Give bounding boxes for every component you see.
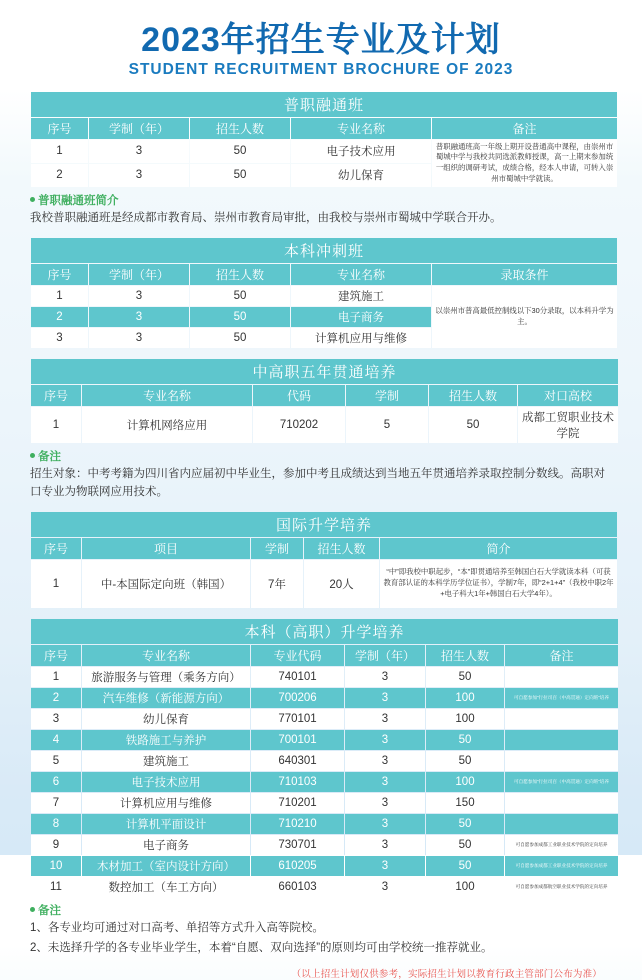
table-ben-ke-chong-ci: [30, 237, 618, 349]
cell-count: 20人: [304, 560, 379, 608]
cell-count: 50: [426, 751, 504, 771]
cell-merged-remark: 普职融通班高一年级上期开设普通高中课程，由崇州市蜀城中学与我校共同选派教师授课，高一上期末参加统一组织的调研考试，成绩合格，经本人申请，可转入崇州市蜀城中学就读。: [432, 140, 617, 187]
cell-code: 700101: [251, 730, 344, 750]
cell-no: 6: [31, 772, 81, 792]
cell-years: 3: [345, 751, 425, 771]
section-ben-ke-chong-ci: [30, 237, 612, 349]
page-header: [0, 0, 642, 91]
note-heading: [30, 903, 612, 920]
cell-remark: 可自愿参加成都工业职业技术学院的定向培养: [505, 856, 618, 876]
cell-remark: [505, 667, 618, 687]
col-header-major: 专业名称: [82, 385, 252, 406]
cell-count: 50: [190, 307, 290, 327]
cell-years: 3: [345, 877, 425, 897]
table-row: [31, 856, 618, 876]
cell-no: 2: [31, 307, 88, 327]
col-header-no: 序号: [31, 264, 88, 285]
cell-count: 50: [190, 164, 290, 187]
cell-code: 710210: [251, 814, 344, 834]
cell-intro: “中”即我校中职起步，“本”即贯通培养至韩国白石大学就读本科（可获教育部认证的本科学历学位证书），学制7年，即“2+1+4”（我校中职2年+电子科大1年+韩国白石大学4年）。: [380, 560, 617, 608]
page-body: [0, 91, 642, 980]
cell-years: 3: [345, 772, 425, 792]
cell-years: 3: [345, 730, 425, 750]
col-header-project: 项目: [82, 538, 250, 559]
cell-years: 5: [346, 407, 428, 443]
section-zhong-gao-zhi: [30, 358, 615, 502]
cell-count: 50: [426, 730, 504, 750]
cell-years: 3: [345, 709, 425, 729]
cell-major: 幼儿保育: [82, 709, 250, 729]
cell-code: 740101: [251, 667, 344, 687]
table-row: [31, 877, 618, 897]
cell-no: 7: [31, 793, 81, 813]
table-title: 本科冲刺班: [31, 238, 617, 263]
cell-years: 3: [345, 856, 425, 876]
col-header-no: 序号: [31, 385, 81, 406]
bullet-dot-icon: [30, 453, 35, 458]
cell-remark: [505, 730, 618, 750]
col-header-count: 招生人数: [426, 645, 504, 666]
cell-college: 成都工贸职业技术学院: [518, 407, 618, 443]
page-title-en: STUDENT RECRUITMENT BROCHURE OF 2023: [128, 60, 514, 78]
cell-major: 建筑施工: [82, 751, 250, 771]
cell-years: 7年: [251, 560, 303, 608]
table-row: [31, 140, 617, 163]
cell-code: 710103: [251, 772, 344, 792]
cell-code: 660103: [251, 877, 344, 897]
col-header-remark: 备注: [505, 645, 618, 666]
table-row: [31, 814, 618, 834]
cell-code: 640301: [251, 751, 344, 771]
cell-years: 3: [345, 835, 425, 855]
col-header-condition: 录取条件: [432, 264, 617, 285]
col-header-code: 专业代码: [251, 645, 344, 666]
cell-no: 1: [31, 407, 81, 443]
note-line: 1、各专业均可通过对口高考、单招等方式升入高等院校。: [30, 921, 324, 934]
section-ben-ke-gao-zhi: [30, 618, 612, 958]
cell-merged-condition: 以崇州市普高最低控制线以下30分录取，以本科升学为主。: [432, 286, 617, 348]
table-row: [31, 560, 617, 608]
col-header-count: 招生人数: [429, 385, 517, 406]
col-header-years: 学制（年）: [89, 118, 189, 139]
table-row: [31, 286, 617, 306]
cell-remark: 可自愿参加“行拉司百（中高贯通）定向班”培养: [505, 772, 618, 792]
cell-count: 100: [426, 709, 504, 729]
col-header-count: 招生人数: [190, 264, 290, 285]
cell-count: 50: [426, 814, 504, 834]
cell-no: 5: [31, 751, 81, 771]
cell-major: 计算机应用与维修: [82, 793, 250, 813]
cell-no: 1: [31, 140, 88, 163]
table-row: [31, 407, 618, 443]
note-heading-text: 普职融通班简介: [38, 194, 119, 207]
col-header-years: 学制（年）: [345, 645, 425, 666]
cell-major: 旅游服务与管理（乘务方向）: [82, 667, 250, 687]
col-header-years: 学制: [251, 538, 303, 559]
cell-major: 电子商务: [82, 835, 250, 855]
cell-remark: [505, 793, 618, 813]
bullet-dot-icon: [30, 907, 35, 912]
table-row: [31, 835, 618, 855]
cell-no: 1: [31, 667, 81, 687]
col-header-major: 专业名称: [291, 264, 431, 285]
cell-count: 50: [426, 835, 504, 855]
cell-years: 3: [345, 688, 425, 708]
col-header-years: 学制: [346, 385, 428, 406]
col-header-intro: 简介: [380, 538, 617, 559]
col-header-count: 招生人数: [304, 538, 379, 559]
cell-years: 3: [345, 814, 425, 834]
cell-major: 木材加工（室内设计方向）: [82, 856, 250, 876]
cell-major: 计算机网络应用: [82, 407, 252, 443]
cell-no: 2: [31, 164, 88, 187]
col-header-code: 代码: [253, 385, 345, 406]
cell-major: 计算机应用与维修: [291, 328, 431, 348]
cell-years: 3: [345, 793, 425, 813]
cell-no: 8: [31, 814, 81, 834]
cell-code: 730701: [251, 835, 344, 855]
cell-count: 50: [426, 667, 504, 687]
table-row: [31, 730, 618, 750]
cell-years: 3: [89, 140, 189, 163]
note-heading: [30, 449, 612, 466]
cell-code: 700206: [251, 688, 344, 708]
cell-years: 3: [89, 328, 189, 348]
table-pu-zhi-rong-tong: [30, 91, 618, 188]
cell-count: 100: [426, 688, 504, 708]
note-line: 我校普职融通班是经成都市教育局、崇州市教育局审批，由我校与崇州市蜀城中学联合开办。: [30, 211, 502, 224]
cell-major: 电子技术应用: [82, 772, 250, 792]
section-guo-ji-sheng-xue: [30, 511, 612, 609]
cell-years: 3: [89, 307, 189, 327]
cell-no: 2: [31, 688, 81, 708]
table-row: [31, 688, 618, 708]
col-header-years: 学制（年）: [89, 264, 189, 285]
table-title: 中高职五年贯通培养: [31, 359, 618, 384]
table-title: 国际升学培养: [31, 512, 617, 537]
table-guo-ji-sheng-xue: [30, 511, 618, 609]
cell-count: 50: [190, 328, 290, 348]
cell-major: 数控加工（车工方向）: [82, 877, 250, 897]
col-header-no: 序号: [31, 538, 81, 559]
table-ben-ke-gao-zhi: [30, 618, 619, 898]
col-header-college: 对口高校: [518, 385, 618, 406]
cell-no: 4: [31, 730, 81, 750]
section-pu-zhi-rong-tong: [30, 91, 612, 228]
note-heading-text: 备注: [38, 450, 61, 463]
cell-no: 9: [31, 835, 81, 855]
cell-no: 3: [31, 709, 81, 729]
cell-count: 50: [190, 286, 290, 306]
cell-code: 610205: [251, 856, 344, 876]
cell-major: 计算机平面设计: [82, 814, 250, 834]
cell-remark: [505, 814, 618, 834]
cell-major: 铁路施工与养护: [82, 730, 250, 750]
cell-remark: 可自愿参加成都航空职业技术学院的定向培养: [505, 877, 618, 897]
cell-count: 150: [426, 793, 504, 813]
note-line: 2、未选择升学的各专业毕业学生，本着“自愿、双向选择”的原则均可由学校统一推荐就业。: [30, 941, 493, 954]
table-row: [31, 709, 618, 729]
cell-no: 1: [31, 286, 88, 306]
cell-no: 3: [31, 328, 88, 348]
table-title: 普职融通班: [31, 92, 617, 117]
cell-count: 50: [426, 856, 504, 876]
table-row: [31, 667, 618, 687]
cell-project: 中-本国际定向班（韩国）: [82, 560, 250, 608]
cell-major: 电子商务: [291, 307, 431, 327]
cell-years: 3: [89, 164, 189, 187]
cell-count: 100: [426, 772, 504, 792]
table-title: 本科（高职）升学培养: [31, 619, 618, 644]
cell-years: 3: [89, 286, 189, 306]
cell-major: 电子技术应用: [291, 140, 431, 163]
cell-count: 100: [426, 877, 504, 897]
cell-code: 770101: [251, 709, 344, 729]
cell-remark: 可自愿参加成都工业职业技术学院的定向培养: [505, 835, 618, 855]
cell-remark: [505, 709, 618, 729]
cell-years: 3: [345, 667, 425, 687]
table-row: [31, 751, 618, 771]
cell-remark: 可自愿参加“行拉司百（中高贯通）定向班”培养: [505, 688, 618, 708]
table-row: [31, 793, 618, 813]
col-header-no: 序号: [31, 645, 81, 666]
bullet-dot-icon: [30, 197, 35, 202]
page-title-cn: 2023年招生专业及计划: [141, 21, 501, 59]
col-header-remark: 备注: [432, 118, 617, 139]
cell-count: 50: [429, 407, 517, 443]
table-zhong-gao-zhi: [30, 358, 619, 444]
cell-no: 10: [31, 856, 81, 876]
cell-code: 710202: [253, 407, 345, 443]
cell-remark: [505, 751, 618, 771]
note-line: 招生对象：中考考籍为四川省内应届初中毕业生，参加中考且成绩达到当地五年贯通培养录取控制分数线。高职对口专业为物联网应用技术。: [30, 467, 605, 498]
cell-major: 汽车维修（新能源方向）: [82, 688, 250, 708]
cell-no: 11: [31, 877, 81, 897]
note-heading: [30, 193, 612, 210]
col-header-major: 专业名称: [82, 645, 250, 666]
table-row: [31, 772, 618, 792]
col-header-major: 专业名称: [291, 118, 431, 139]
cell-no: 1: [31, 560, 81, 608]
cell-major: 建筑施工: [291, 286, 431, 306]
col-header-no: 序号: [31, 118, 88, 139]
disclaimer-text: （以上招生计划仅供参考，实际招生计划以教育行政主管部门公布为准）: [291, 969, 602, 980]
cell-count: 50: [190, 140, 290, 163]
cell-code: 710201: [251, 793, 344, 813]
col-header-count: 招生人数: [190, 118, 290, 139]
note-heading-text: 备注: [38, 904, 61, 917]
cell-major: 幼儿保育: [291, 164, 431, 187]
